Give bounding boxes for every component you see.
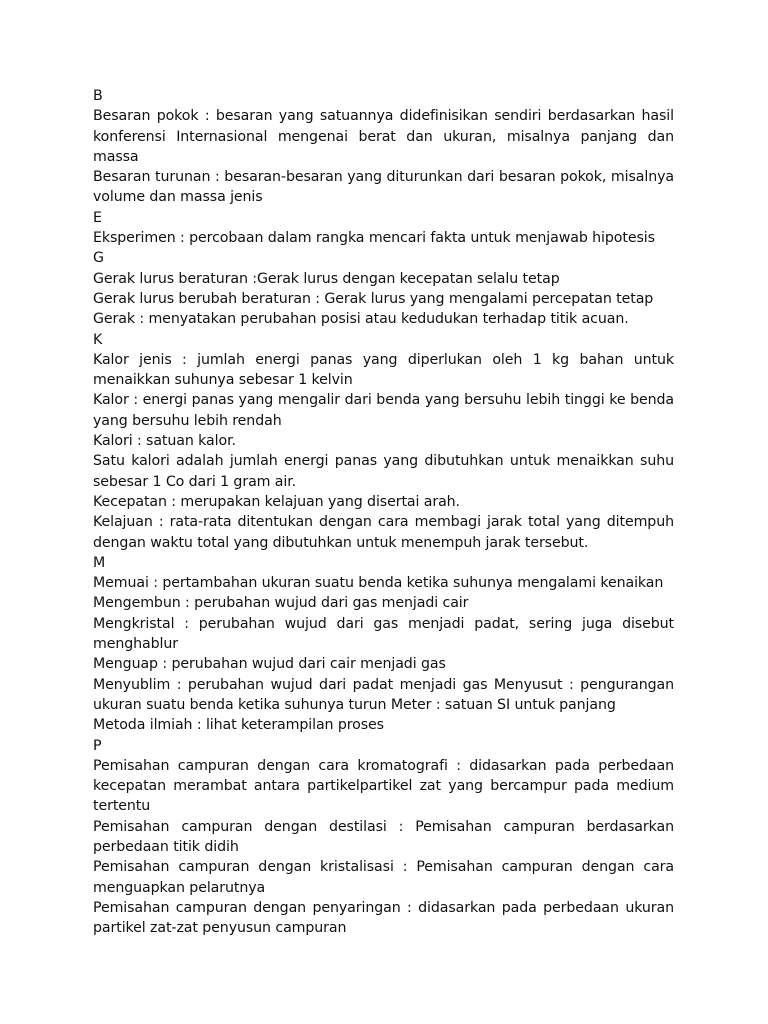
entry-metoda-ilmiah: Metoda ilmiah : lihat keterampilan proses — [93, 717, 384, 734]
entry-kelajuan: Kelajuan : rata-rata ditentukan dengan cara membagi jarak total yang ditempuh dengan waktu total yang dibutuhkan untuk menempuh jarak tersebut. — [93, 514, 674, 551]
entry-memuai: Memuai : pertambahan ukuran suatu benda ketika suhunya mengalami kenaikan — [93, 575, 664, 592]
entry-eksperimen: Eksperimen : percobaan dalam rangka mencari fakta untuk menjawab hipotesis — [93, 230, 655, 247]
entry-mengembun: Mengembun : perubahan wujud dari gas menjadi cair — [93, 595, 469, 612]
entry-pemisahan-destilasi: Pemisahan campuran dengan destilasi : Pemisahan campuran berdasarkan perbedaan titik didih — [93, 818, 674, 855]
glossary-page — [93, 86, 674, 938]
section-letter-e: E — [93, 209, 102, 226]
entry-menyublim: Menyublim : perubahan wujud dari padat menjadi gas Menyusut : pengurangan ukuran suatu benda ketika suhunya turun Meter : satuan SI untuk panjang — [93, 676, 674, 713]
entry-kalor: Kalor : energi panas yang mengalir dari benda yang bersuhu lebih tinggi ke benda yang bersuhu lebih rendah — [93, 392, 674, 429]
entry-besaran-pokok: Besaran pokok : besaran yang satuannya didefinisikan sendiri berdasarkan hasil konferensi Internasional mengenai berat dan ukuran, misalnya panjang dan massa — [93, 108, 674, 165]
entry-gerak: Gerak : menyatakan perubahan posisi atau kedudukan terhadap titik acuan. — [93, 311, 629, 328]
entry-kalori: Kalori : satuan kalor. — [93, 433, 236, 450]
section-letter-k: K — [93, 331, 103, 348]
entry-kalor-jenis: Kalor jenis : jumlah energi panas yang diperlukan oleh 1 kg bahan untuk menaikkan suhunya sebesar 1 kelvin — [93, 351, 674, 389]
entry-pemisahan-penyaringan: Pemisahan campuran dengan penyaringan : didasarkan pada perbedaan ukuran partikel zat-zat penyusun campuran — [93, 899, 674, 937]
entry-menguap: Menguap : perubahan wujud dari cair menjadi gas — [93, 656, 446, 673]
entry-pemisahan-kristalisasi: Pemisahan campuran dengan kristalisasi : Pemisahan campuran dengan cara menguapkan pelarutnya — [93, 859, 674, 896]
entry-besaran-turunan: Besaran turunan : besaran-besaran yang diturunkan dari besaran pokok, misalnya volume dan massa jenis — [93, 169, 674, 206]
entry-mengkristal: Mengkristal : perubahan wujud dari gas menjadi padat, sering juga disebut menghablur — [93, 615, 674, 653]
entry-kecepatan: Kecepatan : merupakan kelajuan yang disertai arah. — [93, 493, 460, 510]
entry-satu-kalori: Satu kalori adalah jumlah energi panas yang dibutuhkan untuk menaikkan suhu sebesar 1 Co dari 1 gram air. — [93, 453, 674, 490]
section-letter-m: M — [93, 554, 106, 571]
section-letter-g: G — [93, 250, 104, 267]
entry-gerak-lurus-berubah-beraturan: Gerak lurus berubah beraturan : Gerak lurus yang mengalami percepatan tetap — [93, 290, 654, 307]
section-letter-p: P — [93, 737, 102, 754]
entry-pemisahan-kromatografi: Pemisahan campuran dengan cara kromatografi : didasarkan pada perbedaan kecepatan merambat antara partikelpartikel zat yang bercampur pada medium tertentu — [93, 757, 674, 815]
section-letter-b: B — [93, 88, 103, 104]
entry-gerak-lurus-beraturan: Gerak lurus beraturan :Gerak lurus dengan kecepatan selalu tetap — [93, 270, 560, 287]
